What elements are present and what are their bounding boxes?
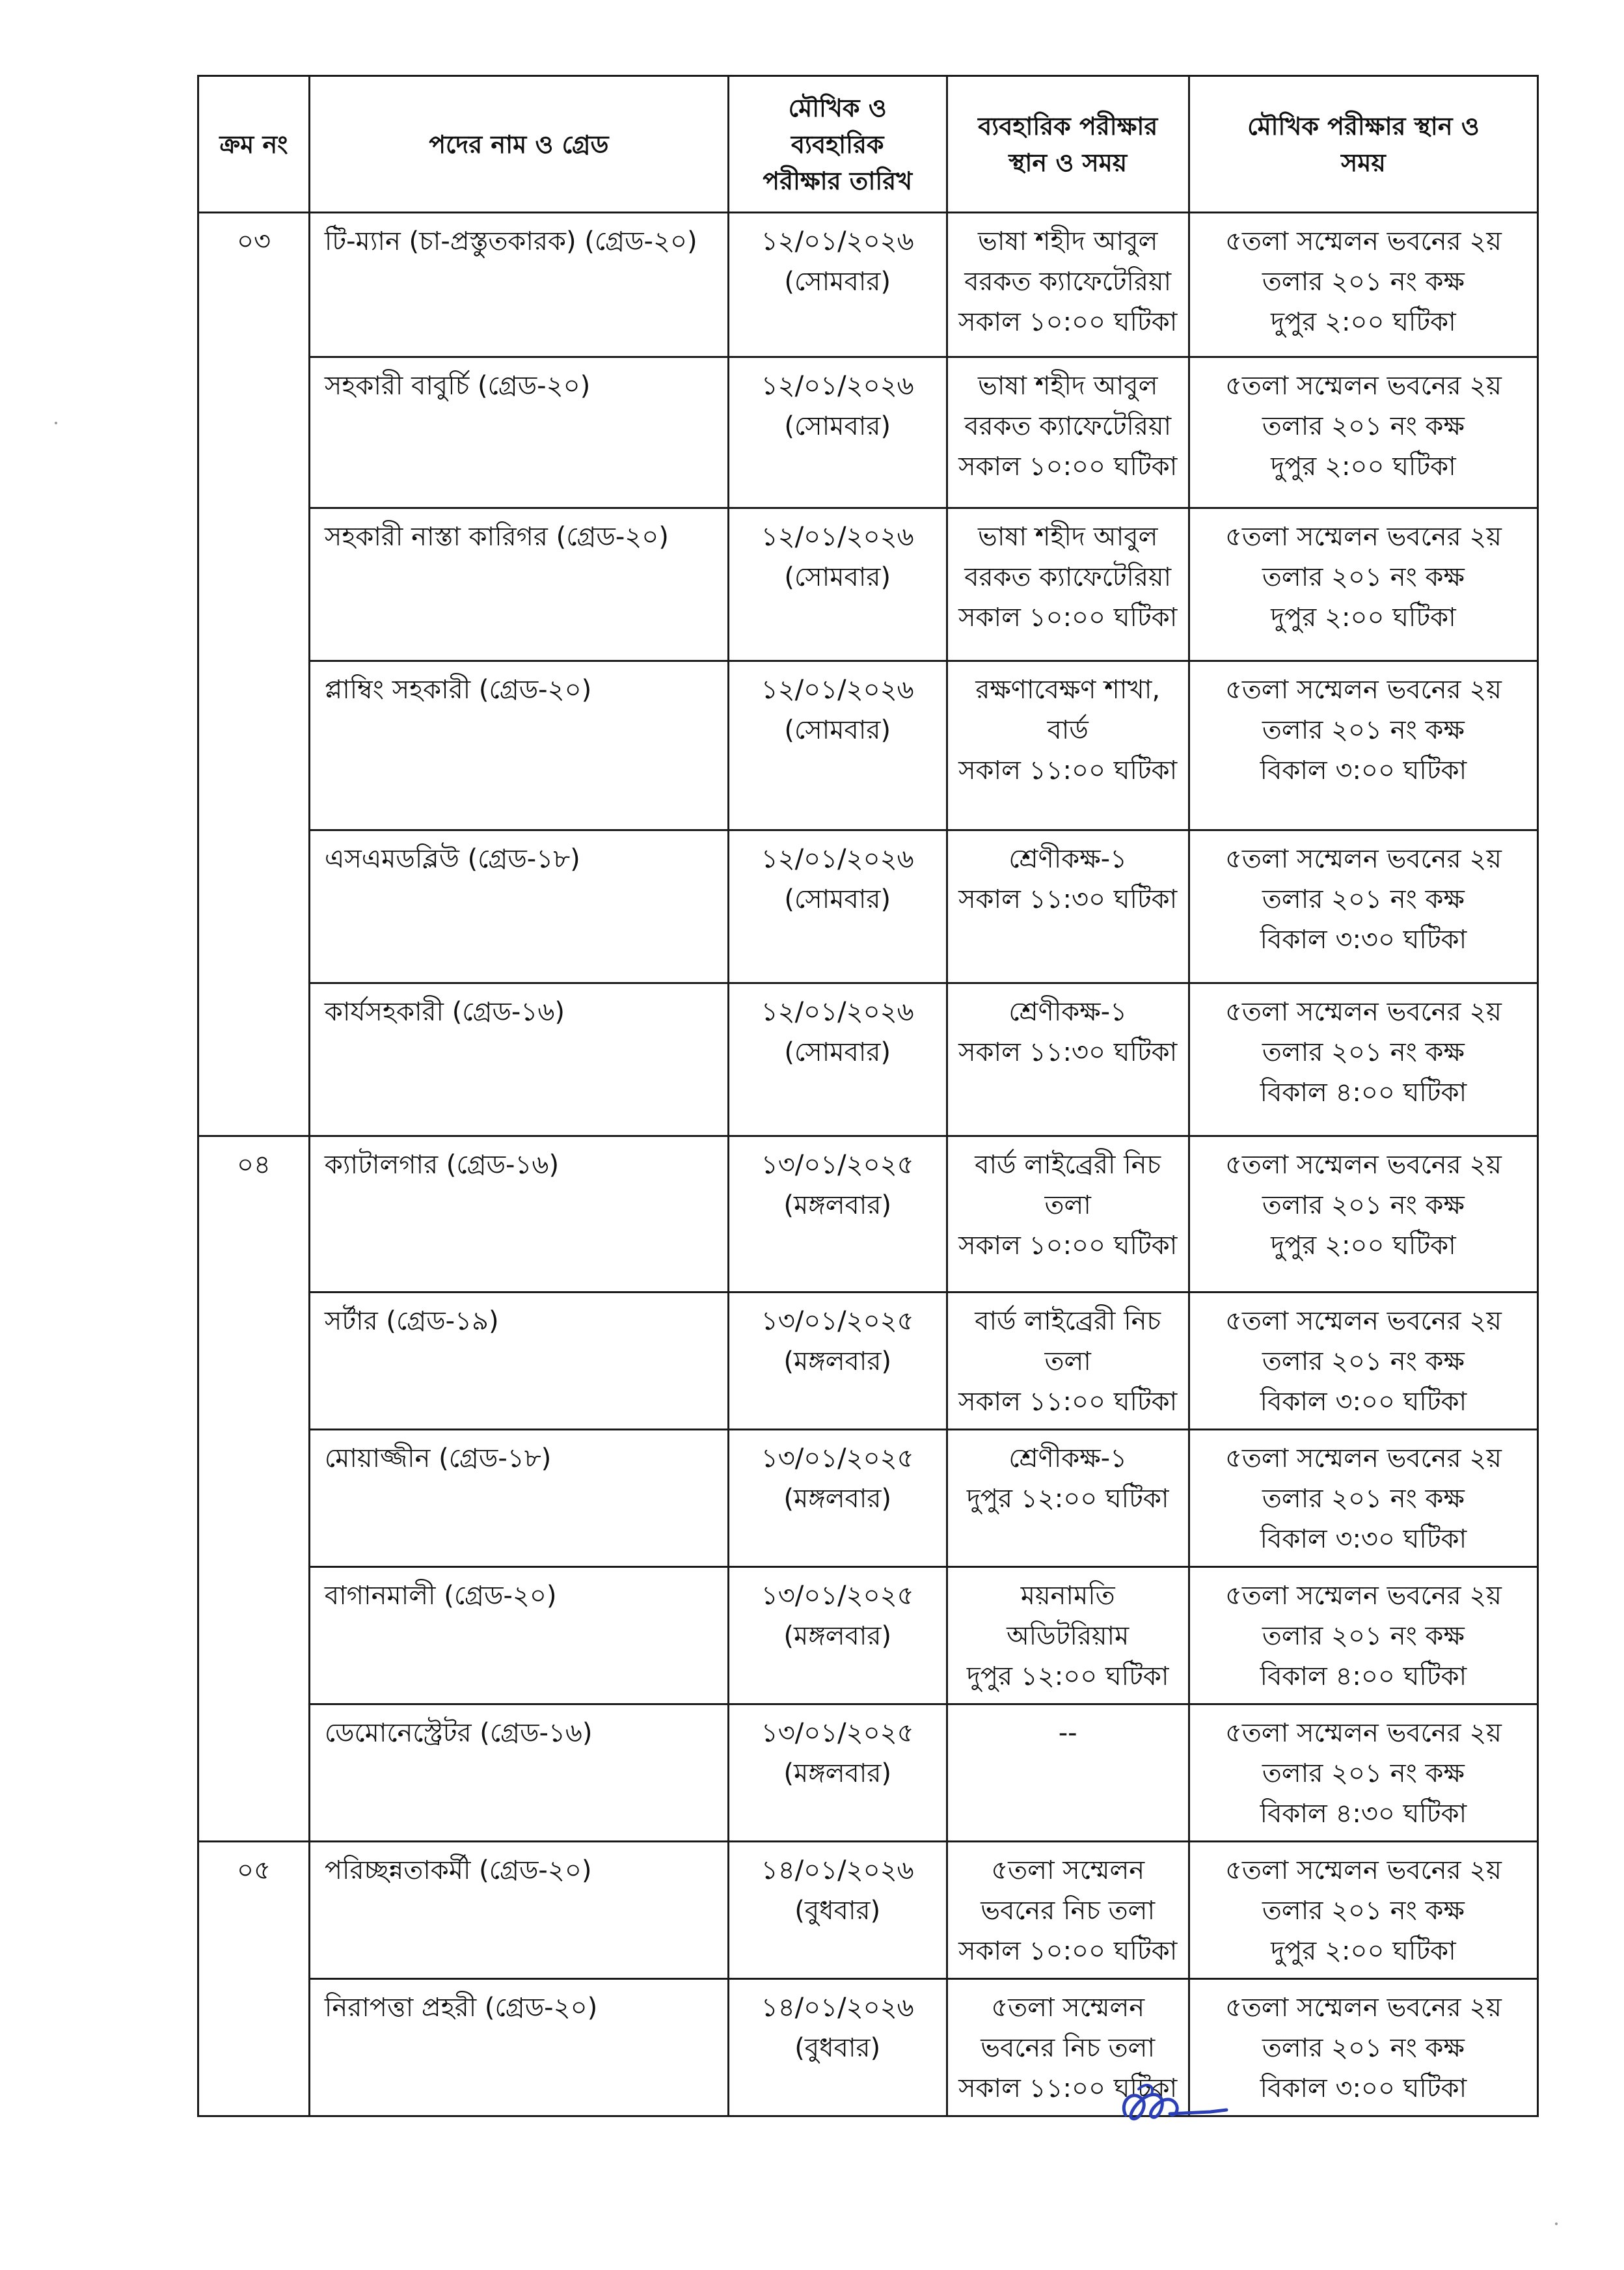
practical-venue-cell <box>947 983 1189 1136</box>
table-row <box>198 213 1538 357</box>
date-line: ১৪/০১/২০২৬ <box>761 1993 914 2023</box>
post-cell <box>309 1567 728 1704</box>
viva-venue-line: বিকাল ৩:৩০ ঘটিকা <box>1260 1524 1467 1554</box>
viva-venue-line: ৫তলা সম্মেলন ভবনের ২য় <box>1225 1150 1502 1180</box>
viva-venue-line: তলার ২০১ নং কক্ষ <box>1262 1758 1465 1788</box>
practical-venue-line: সকাল ১০:০০ ঘটিকা <box>958 452 1178 482</box>
practical-venue-line: বার্ড <box>1047 715 1089 745</box>
viva-venue-line: বিকাল ৩:৩০ ঘটিকা <box>1260 925 1467 955</box>
signature <box>1113 2076 1236 2135</box>
viva-venue-line: ৫তলা সম্মেলন ভবনের ২য় <box>1225 226 1502 256</box>
practical-venue-cell <box>947 508 1189 661</box>
header-serial: ক্রম নং <box>198 76 310 213</box>
practical-venue-line: দুপুর ১২:০০ ঘটিকা <box>966 1484 1169 1514</box>
viva-venue-line: দুপুর ২:০০ ঘটিকা <box>1271 1231 1456 1261</box>
post-name: ডেমোনেস্ট্রেটর (গ্রেড-১৬) <box>324 1718 593 1748</box>
practical-venue-line: বার্ড লাইব্রেরী নিচ <box>975 1150 1161 1180</box>
date-cell <box>728 1292 947 1430</box>
practical-venue-line: ভাষা শহীদ আবুল <box>978 522 1158 552</box>
date-line: ১২/০১/২০২৬ <box>761 522 914 552</box>
date-line: ১২/০১/২০২৬ <box>761 997 914 1027</box>
table-row <box>198 1704 1538 1842</box>
date-cell <box>728 1136 947 1292</box>
practical-venue-line: বরকত ক্যাফেটেরিয়া <box>964 411 1172 441</box>
practical-venue-line: তলা <box>1044 1347 1091 1376</box>
date-line: (সোমবার) <box>784 267 891 297</box>
viva-venue-line: বিকাল ৩:০০ ঘটিকা <box>1260 756 1467 786</box>
date-cell <box>728 830 947 983</box>
table-row <box>198 830 1538 983</box>
post-cell <box>309 830 728 983</box>
practical-venue-line: ৫তলা সম্মেলন <box>991 1993 1145 2023</box>
viva-venue-line: তলার ২০১ নং কক্ষ <box>1262 1347 1465 1376</box>
practical-venue-cell <box>947 1704 1189 1842</box>
date-cell <box>728 1842 947 1979</box>
date-line: (মঙ্গলবার) <box>783 1190 891 1220</box>
viva-venue-line: বিকাল ৪:০০ ঘটিকা <box>1260 1078 1467 1108</box>
date-cell <box>728 983 947 1136</box>
date-line: ১৩/০১/২০২৫ <box>761 1306 914 1336</box>
viva-venue-line: তলার ২০১ নং কক্ষ <box>1262 267 1465 297</box>
date-cell <box>728 1567 947 1704</box>
table-row <box>198 1292 1538 1430</box>
date-line: (সোমবার) <box>784 1037 891 1067</box>
table-row <box>198 508 1538 661</box>
post-name: মোয়াজ্জীন (গ্রেড-১৮) <box>324 1443 552 1473</box>
table-row <box>198 661 1538 830</box>
viva-venue-line: তলার ২০১ নং কক্ষ <box>1262 1037 1465 1067</box>
practical-venue-line: ভাষা শহীদ আবুল <box>978 226 1158 256</box>
header-practical: ব্যবহারিক পরীক্ষার স্থান ও সময় <box>947 76 1189 213</box>
viva-venue-cell <box>1189 213 1537 357</box>
viva-venue-line: ৫তলা সম্মেলন ভবনের ২য় <box>1225 522 1502 552</box>
practical-venue-line: অডিটরিয়াম <box>1007 1621 1130 1651</box>
date-line: ১২/০১/২০২৬ <box>761 675 914 705</box>
practical-venue-line: শ্রেণীকক্ষ-১ <box>1008 997 1128 1027</box>
date-line: ১৪/০১/২০২৬ <box>761 1855 914 1885</box>
viva-venue-cell <box>1189 1842 1537 1979</box>
post-name: সহকারী নাস্তা কারিগর (গ্রেড-২০) <box>324 522 669 552</box>
practical-venue-line: বরকত ক্যাফেটেরিয়া <box>964 562 1172 592</box>
viva-venue-line: তলার ২০১ নং কক্ষ <box>1262 411 1465 441</box>
date-line: ১২/০১/২০২৬ <box>761 371 914 401</box>
viva-venue-cell <box>1189 508 1537 661</box>
date-line: (বুধবার) <box>794 1896 881 1926</box>
table-header-row <box>198 76 1538 213</box>
table-row <box>198 1136 1538 1292</box>
serial-number: ০৩ <box>236 226 271 256</box>
viva-venue-line: ৫তলা সম্মেলন ভবনের ২য় <box>1225 1581 1502 1611</box>
date-line: (বুধবার) <box>794 2033 881 2063</box>
viva-venue-line: দুপুর ২:০০ ঘটিকা <box>1271 1936 1456 1966</box>
viva-venue-cell <box>1189 983 1537 1136</box>
viva-venue-line: ৫তলা সম্মেলন ভবনের ২য় <box>1225 1993 1502 2023</box>
date-line: (মঙ্গলবার) <box>783 1621 891 1651</box>
practical-venue-line: ভাষা শহীদ আবুল <box>978 371 1158 401</box>
post-cell <box>309 1979 728 2116</box>
practical-venue-line: শ্রেণীকক্ষ-১ <box>1008 1443 1128 1473</box>
post-cell <box>309 357 728 508</box>
practical-venue-line: রক্ষণাবেক্ষণ শাখা, <box>975 675 1161 705</box>
viva-venue-line: ৫তলা সম্মেলন ভবনের ২য় <box>1225 675 1502 705</box>
viva-venue-line: তলার ২০১ নং কক্ষ <box>1262 562 1465 592</box>
post-name: সর্টার (গ্রেড-১৯) <box>324 1306 499 1336</box>
viva-venue-line: ৫তলা সম্মেলন ভবনের ২য় <box>1225 371 1502 401</box>
table-row <box>198 1430 1538 1567</box>
date-line: (মঙ্গলবার) <box>783 1484 891 1514</box>
practical-venue-cell <box>947 661 1189 830</box>
viva-venue-cell <box>1189 661 1537 830</box>
exam-schedule-table <box>197 75 1539 2117</box>
practical-venue-cell <box>947 1567 1189 1704</box>
date-cell <box>728 508 947 661</box>
date-line: ১২/০১/২০২৬ <box>761 226 914 256</box>
post-name: ক্যাটালগার (গ্রেড-১৬) <box>324 1150 560 1180</box>
practical-venue-cell <box>947 1136 1189 1292</box>
practical-venue-line: সকাল ১১:৩০ ঘটিকা <box>958 884 1178 914</box>
post-cell <box>309 1292 728 1430</box>
header-viva: মৌখিক পরীক্ষার স্থান ও সময় <box>1189 76 1537 213</box>
viva-venue-line: বিকাল ৪:৩০ ঘটিকা <box>1260 1799 1467 1829</box>
practical-venue-line: ময়নামতি <box>1020 1581 1115 1611</box>
viva-venue-line: ৫তলা সম্মেলন ভবনের ২য় <box>1225 1855 1502 1885</box>
date-cell <box>728 1430 947 1567</box>
practical-venue-cell <box>947 357 1189 508</box>
date-cell <box>728 661 947 830</box>
date-cell <box>728 1979 947 2116</box>
practical-venue-line: দুপুর ১২:০০ ঘটিকা <box>966 1661 1169 1691</box>
table-row <box>198 1979 1538 2116</box>
date-cell <box>728 1704 947 1842</box>
practical-venue-line: সকাল ১০:০০ ঘটিকা <box>958 1936 1178 1966</box>
date-line: ১৩/০১/২০২৫ <box>761 1443 914 1473</box>
viva-venue-cell <box>1189 1704 1537 1842</box>
post-cell <box>309 1430 728 1567</box>
post-name: নিরাপত্তা প্রহরী (গ্রেড-২০) <box>324 1993 598 2023</box>
viva-venue-cell <box>1189 357 1537 508</box>
date-line: (সোমবার) <box>784 562 891 592</box>
header-date: মৌখিক ও ব্যবহারিক পরীক্ষার তারিখ <box>728 76 947 213</box>
practical-venue-cell <box>947 1430 1189 1567</box>
header-post: পদের নাম ও গ্রেড <box>309 76 728 213</box>
table-row <box>198 357 1538 508</box>
date-line: (সোমবার) <box>784 884 891 914</box>
practical-venue-line: সকাল ১১:০০ ঘটিকা <box>958 1387 1178 1417</box>
post-cell <box>309 661 728 830</box>
date-line: (সোমবার) <box>784 715 891 745</box>
serial-cell <box>198 1842 310 2116</box>
date-line: ১৩/০১/২০২৫ <box>761 1718 914 1748</box>
viva-venue-line: ৫তলা সম্মেলন ভবনের ২য় <box>1225 1443 1502 1473</box>
post-name: কার্যসহকারী (গ্রেড-১৬) <box>324 997 565 1027</box>
date-cell <box>728 357 947 508</box>
viva-venue-line: বিকাল ৩:০০ ঘটিকা <box>1260 1387 1467 1417</box>
practical-venue-line: সকাল ১০:০০ ঘটিকা <box>958 603 1178 633</box>
post-cell <box>309 1136 728 1292</box>
post-name: বাগানমালী (গ্রেড-২০) <box>324 1581 557 1611</box>
post-name: টি-ম্যান (চা-প্রস্তুতকারক) (গ্রেড-২০) <box>324 226 697 256</box>
practical-venue-line: সকাল ১১:০০ ঘটিকা <box>958 2073 1178 2103</box>
viva-venue-cell <box>1189 1136 1537 1292</box>
post-cell <box>309 213 728 357</box>
table-row <box>198 1567 1538 1704</box>
viva-venue-line: দুপুর ২:০০ ঘটিকা <box>1271 603 1456 633</box>
viva-venue-line: তলার ২০১ নং কক্ষ <box>1262 1190 1465 1220</box>
post-name: পরিচ্ছন্নতাকর্মী (গ্রেড-২০) <box>324 1855 592 1885</box>
post-cell <box>309 508 728 661</box>
viva-venue-line: তলার ২০১ নং কক্ষ <box>1262 884 1465 914</box>
practical-venue-cell <box>947 1842 1189 1979</box>
post-name: সহকারী বাবুর্চি (গ্রেড-২০) <box>324 371 591 401</box>
practical-venue-line: সকাল ১০:০০ ঘটিকা <box>958 1231 1178 1261</box>
table-row <box>198 1842 1538 1979</box>
practical-venue-line: শ্রেণীকক্ষ-১ <box>1008 844 1128 874</box>
date-line: (মঙ্গলবার) <box>783 1347 891 1376</box>
post-name: প্লাম্বিং সহকারী (গ্রেড-২০) <box>324 675 592 705</box>
date-cell <box>728 213 947 357</box>
post-cell <box>309 983 728 1136</box>
practical-venue-line: ভবনের নিচ তলা <box>981 1896 1156 1926</box>
practical-venue-line: ৫তলা সম্মেলন <box>991 1855 1145 1885</box>
table-row <box>198 983 1538 1136</box>
practical-venue-line: তলা <box>1044 1190 1091 1220</box>
viva-venue-line: ৫তলা সম্মেলন ভবনের ২য় <box>1225 1718 1502 1748</box>
date-line: ১২/০১/২০২৬ <box>761 844 914 874</box>
practical-venue-line: ভবনের নিচ তলা <box>981 2033 1156 2063</box>
viva-venue-line: ৫তলা সম্মেলন ভবনের ২য় <box>1225 1306 1502 1336</box>
viva-venue-cell <box>1189 830 1537 983</box>
practical-venue-cell <box>947 213 1189 357</box>
viva-venue-line: তলার ২০১ নং কক্ষ <box>1262 715 1465 745</box>
viva-venue-cell <box>1189 1430 1537 1567</box>
practical-venue-line: -- <box>1058 1718 1077 1748</box>
viva-venue-line: তলার ২০১ নং কক্ষ <box>1262 2033 1465 2063</box>
viva-venue-cell <box>1189 1567 1537 1704</box>
viva-venue-line: ৫তলা সম্মেলন ভবনের ২য় <box>1225 844 1502 874</box>
serial-cell <box>198 1136 310 1842</box>
serial-number: ০৪ <box>236 1150 271 1180</box>
practical-venue-line: সকাল ১১:০০ ঘটিকা <box>958 756 1178 786</box>
viva-venue-line: তলার ২০১ নং কক্ষ <box>1262 1484 1465 1514</box>
viva-venue-line: তলার ২০১ নং কক্ষ <box>1262 1896 1465 1926</box>
viva-venue-line: বিকাল ৪:০০ ঘটিকা <box>1260 1661 1467 1691</box>
post-cell <box>309 1842 728 1979</box>
practical-venue-line: সকাল ১১:৩০ ঘটিকা <box>958 1037 1178 1067</box>
post-name: এসএমডব্লিউ (গ্রেড-১৮) <box>324 844 580 874</box>
date-line: ১৩/০১/২০২৫ <box>761 1581 914 1611</box>
practical-venue-line: বার্ড লাইব্রেরী নিচ <box>975 1306 1161 1336</box>
viva-venue-cell <box>1189 1979 1537 2116</box>
viva-venue-line: দুপুর ২:০০ ঘটিকা <box>1271 307 1456 337</box>
viva-venue-line: দুপুর ২:০০ ঘটিকা <box>1271 452 1456 482</box>
viva-venue-line: তলার ২০১ নং কক্ষ <box>1262 1621 1465 1651</box>
date-line: ১৩/০১/২০২৫ <box>761 1150 914 1180</box>
practical-venue-cell <box>947 830 1189 983</box>
practical-venue-line: সকাল ১০:০০ ঘটিকা <box>958 307 1178 337</box>
serial-number: ০৫ <box>236 1855 271 1885</box>
table-body <box>198 213 1538 2116</box>
serial-cell <box>198 213 310 1136</box>
viva-venue-cell <box>1189 1292 1537 1430</box>
post-cell <box>309 1704 728 1842</box>
practical-venue-cell <box>947 1292 1189 1430</box>
viva-venue-line: বিকাল ৩:০০ ঘটিকা <box>1260 2073 1467 2103</box>
viva-venue-line: ৫তলা সম্মেলন ভবনের ২য় <box>1225 997 1502 1027</box>
date-line: (সোমবার) <box>784 411 891 441</box>
date-line: (মঙ্গলবার) <box>783 1758 891 1788</box>
practical-venue-line: বরকত ক্যাফেটেরিয়া <box>964 267 1172 297</box>
